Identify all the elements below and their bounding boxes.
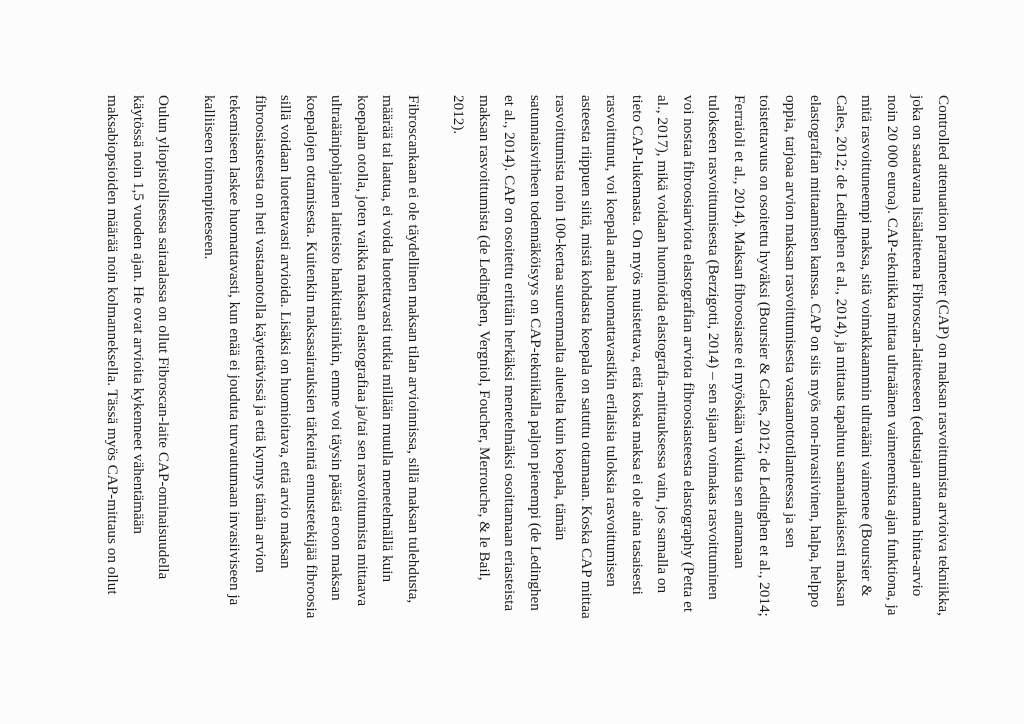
text-line: koepalojen ottamisesta. Kuitenkin maksasairauksien tärkeintä ennustetekijää fibroosia (303, 95, 320, 619)
text-line: 2012). (450, 95, 468, 135)
text-line: toistettavuus on osoitettu hyväksi (Boursier & Cales, 2012; de Ledinghen et al., 2014; (756, 95, 774, 617)
paragraph-3 (100, 95, 177, 615)
paragraph-2 (197, 95, 427, 619)
text-line: rasvoittunut, voi koepala antaa huomattavastikin erilaisia tuloksia rasvoittumisen (603, 95, 621, 587)
text-line: elastografian mittaamisen kanssa. CAP on siis myös non-invasiivinen, halpa, helppo (807, 95, 825, 608)
text-line: ultraäänipohjainen laitteisto hankittaisiinkin, emme voi täysin päästä eroon maksan (328, 95, 346, 601)
text-line: tekemiseen laskee huomattavasti, kun enää ei jouduta turvautumaan invasiiviseen ja (226, 95, 244, 606)
text-line: Cales, 2012; de Ledinghen et al., 2014), ja mittaus tapahtuu samanaikaisesti maksan (833, 95, 850, 607)
rotated-text-block (82, 95, 956, 619)
paragraph-1 (446, 95, 956, 619)
text-line: käytössä noin 1,5 vuoden ajan. He ovat arvioita kykenneet vähentämään (130, 95, 147, 535)
text-line: Fibroscankaan ei ole täydellinen maksan tilan arvioinnissa, sillä maksan tulehdusta, (405, 95, 422, 604)
text-line: maksan rasvoittumista (de Ledinghen, Vergniol, Foucher, Merrouche, & le Bail, (476, 95, 493, 581)
text-line: Oulun yliopistollisessa sairaalassa on ollut Fibroscan-laite CAP-ominaisuudella (155, 95, 173, 580)
text-line: mitä rasvoittuneempi maksa, sitä voimakkaammin ultraääni vaimenee (Boursier & (858, 95, 876, 597)
text-line: rasvoittumista noin 100-kertaa suuremmalta alueelta kuin koepala, tämän (552, 95, 570, 541)
text-line: koepalan otolla, joten vaikka maksan elastografiaa ja/tai sen rasvoittumista mittaava (354, 95, 371, 607)
text-line: tieto CAP-lukemasta. On myös muistettava, että koska maksa ei ole aina tasaisesti (629, 95, 646, 595)
text-line: fibroosiasteesta on heti vastaanotolla käytettävissä ja että kynnys tämän arvion (252, 95, 269, 573)
text-line: tulokseen rasvoittumisesta (Berzigotti, 2014) – sen sijaan voimakas rasvoittuminen (705, 95, 723, 600)
text-line: et al., 2014). CAP on osoitettu erittäin herkäksi menetelmäksi osoittamaan eriasteista (501, 95, 519, 612)
text-line: oppia, tarjoaa arvion maksan rasvoittumisesta vastaanottotilanteessa ja sen (782, 95, 799, 548)
text-line: Ferraioli et al., 2014). Maksan fibroosiaste ei myöskään vaikuta sen antamaan (731, 95, 748, 569)
text-line: voi nostaa fibroosiarviota elastografian arviota fibroosiasteesta elastography (Petta et (680, 95, 697, 613)
text-line: Controlled attenuation parameter (CAP) on maksan rasvoittumista arvioiva tekniikka, (935, 95, 952, 616)
text-line: sillä voidaan luotettavasti arvioida. Lisäksi on huomioitava, että arvio maksan (277, 95, 295, 569)
text-line: kalliiseen toimenpiteeseen. (201, 95, 218, 260)
text-line: määrää tai laatua, ei voida luotettavasti tutkia millään muulla menetelmällä kuin (379, 95, 397, 583)
text-line: noin 20 000 euroa). CAP-tekniikka mittaa ultraäänen vaimenemista ajan funktiona, ja (884, 95, 901, 616)
text-line: asteesta riippuen siitä, mistä kohdasta koepala on satuttu ottamaan. Koska CAP mittaa (578, 95, 595, 619)
text-line: al., 2017), mikä voidaan huomioida elastografia-mittauksessa vain, jos samalla on (654, 95, 672, 594)
text-line: satunnaisvirheen todennäköisyys on CAP-tekniikalla paljon pienempi (de Ledinghen (527, 95, 544, 611)
text-line: joka on saatavana lisälaitteena Fibroscan-laitteeseen (edustajan antama hinta-arvio (909, 95, 927, 597)
text-line: maksabiopsioiden määrää noin kolmanneksella. Tässä myös CAP-mittaus on ollut (104, 95, 122, 595)
